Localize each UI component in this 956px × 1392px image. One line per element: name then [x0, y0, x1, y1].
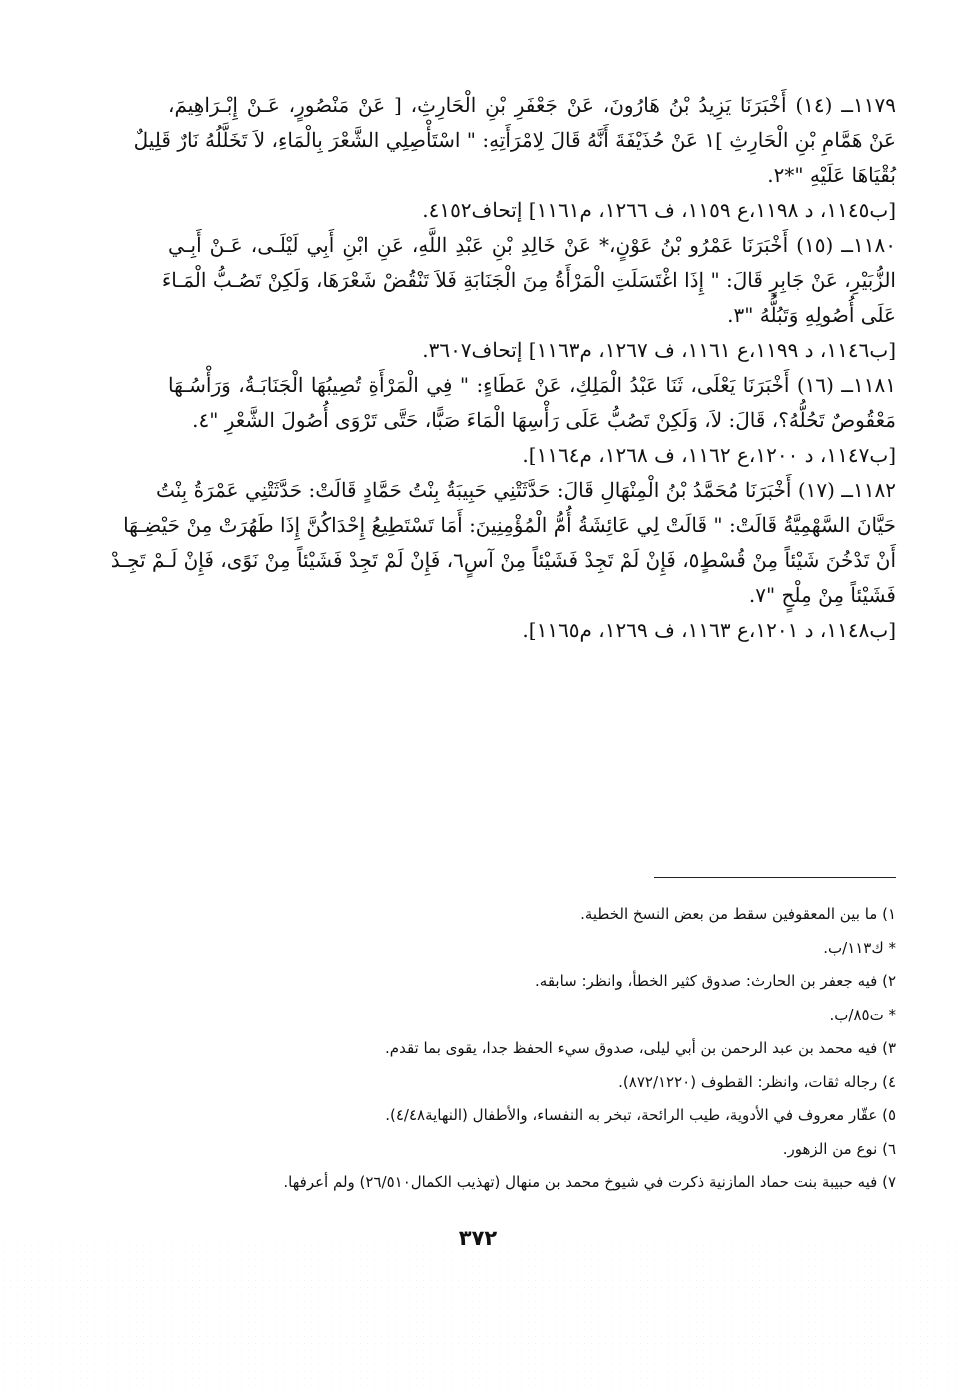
hadith-reference: [ب١١٤٧، د ١٢٠٠،ع ١١٦٢، ف ١٢٦٨، م١١٦٤]. [522, 443, 896, 467]
hadith-reference: [ب١١٤٨، د ١٢٠١،ع ١١٦٣، ف ١٢٦٩، م١١٦٥]. [522, 618, 896, 642]
hadith-line: فَشَيْئاً مِنْ مِلْحٍ "٧. [748, 583, 896, 607]
hadith-line: ١١٨١ــ (١٦) أَخْبَرَنَا يَعْلَى، ثَنَا عَبْدُ الْمَلِكِ، عَنْ عَطَاءٍ: " فِي الْمَرْأَةِ تُصِيبُهَا الْجَنَابَـةُ، وَرَأْسُـهَا [168, 373, 896, 397]
footnote: ٧) فيه حبيبة بنت حماد المازنية ذكرت في شيوخ محمد بن منهال (تهذيب الكمال٢٦/٥١٠) ولم أعرفها. [283, 1173, 896, 1191]
hadith-line: ١١٨٠ــ (١٥) أَخْبَرَنَا عَمْرُو بْنُ عَوْنٍ،* عَنْ خَالِدِ بْنِ عَبْدِ اللَّهِ، عَنِ ابْنِ أَبِي لَيْلَـى، عَـنْ أَبِـي [168, 233, 896, 257]
hadith-line: حَيَّانَ السَّهْمِيَّةُ قَالَتْ: " قَالَتْ لِي عَائِشَةُ أُمُّ الْمُؤْمِنِينَ: أَمَا تَسْتَطِيعُ إِحْدَاكُنَّ إِذَا طَهُرَتْ مِنْ حَيْضِـهَا [123, 513, 896, 537]
footnote: ٥) عقّار معروف في الأدوية، طيب الرائحة، تبخر به النفساء، والأطفال (النهاية٤/٤٨). [385, 1106, 896, 1124]
footnote: ٤) رجاله ثقات، وانظر: القطوف (٨٧٢/١٢٢٠). [618, 1072, 896, 1091]
footnote: ٦) نوع من الزهور. [782, 1139, 896, 1158]
footnote: ٢) فيه جعفر بن الحارث: صدوق كثير الخطأ، وانظر: سابقه. [535, 972, 896, 990]
hadith-line: مَعْقُوصٌ تَحُلُّهُ؟، قَالَ: لاَ، وَلَكِنْ تَصُبُّ عَلَى رَأْسِهَا الْمَاءَ صَبًّا، حَتَّى تَرْوَى أُصُولَ الشَّعْرِ "٤. [192, 408, 896, 432]
hadith-line: ١١٨٢ــ (١٧) أَخْبَرَنَا مُحَمَّدُ بْنُ الْمِنْهَالِ قَالَ: حَدَّثَتْنِي حَبِيبَةُ بِنْتُ حَمَّادٍ قَالَتْ: حَدَّثَتْنِي عَمْرَةُ بِنْتُ [155, 478, 896, 502]
hadith-line: الزُّبَيْرِ، عَنْ جَابِرٍ قَالَ: " إِذَا اغْتَسَلَتِ الْمَرْأَةُ مِنَ الْجَنَابَةِ فَلاَ تَنْقُضْ شَعْرَهَا، وَلَكِنْ تَصُـبُّ الْمَـاءَ [161, 268, 896, 292]
hadith-reference: [ب١١٤٥، د ١١٩٨،ع ١١٥٩، ف ١٢٦٦، م١١٦١] إتحاف٤١٥٢. [422, 198, 896, 222]
hadith-line: ١١٧٩ــ (١٤) أَخْبَرَنَا يَزِيدُ بْنُ هَارُونَ، عَنْ جَعْفَرِ بْنِ الْحَارِثِ، [ عَنْ مَنْصُورٍ، عَـنْ إِبْـرَاهِيمَ، [168, 93, 896, 117]
hadith-line: عَنْ هَمَّامِ بْنِ الْحَارِثِ ]١ عَنْ حُذَيْفَةَ أَنَّهُ قَالَ لِامْرَأَتِهِ: " اسْتَأْصِلِي الشَّعْرَ بِالْمَاءِ، لاَ تَخَلَّلُهُ نَارٌ قَلِيلٌ [133, 128, 896, 152]
hadith-entry [168, 368, 896, 473]
footnote: * ك١١٣/ب. [823, 938, 896, 957]
hadith-text-block [110, 88, 896, 648]
footnote-divider [654, 877, 896, 878]
hadith-line: بُقْيَاهَا عَلَيْهِ "*٢. [767, 163, 896, 187]
hadith-line: عَلَى أُصُولِهِ وَتَبُلُّهُ "٣. [727, 303, 896, 327]
page-number: ٣٧٢ [458, 1226, 498, 1250]
footnote: * ت٨٥/ب. [829, 1005, 896, 1024]
footnote: ١) ما بين المعقوفين سقط من بعض النسخ الخطية. [580, 905, 896, 923]
hadith-entry [110, 473, 896, 648]
hadith-entry [133, 88, 896, 228]
hadith-reference: [ب١١٤٦، د ١١٩٩،ع ١١٦١، ف ١٢٦٧، م١١٦٣] إتحاف٣٦٠٧. [422, 338, 896, 362]
footnotes [100, 898, 896, 1200]
hadith-line: أَنْ تَدْخُنَ شَيْئاً مِنْ قُسْطٍ٥، فَإِنْ لَمْ تَجِدْ فَشَيْئاً مِنْ آسٍ٦، فَإِنْ لَمْ تَجِدْ فَشَيْئاً مِنْ نَوًى، فَإِنْ لَـمْ تَجِـدْ [110, 548, 896, 572]
footnote: ٣) فيه محمد بن عبد الرحمن بن أبي ليلى، صدوق سيء الحفظ جدا، يقوى بما تقدم. [385, 1039, 896, 1057]
hadith-entry [161, 228, 896, 368]
scan-texture [0, 1242, 956, 1392]
